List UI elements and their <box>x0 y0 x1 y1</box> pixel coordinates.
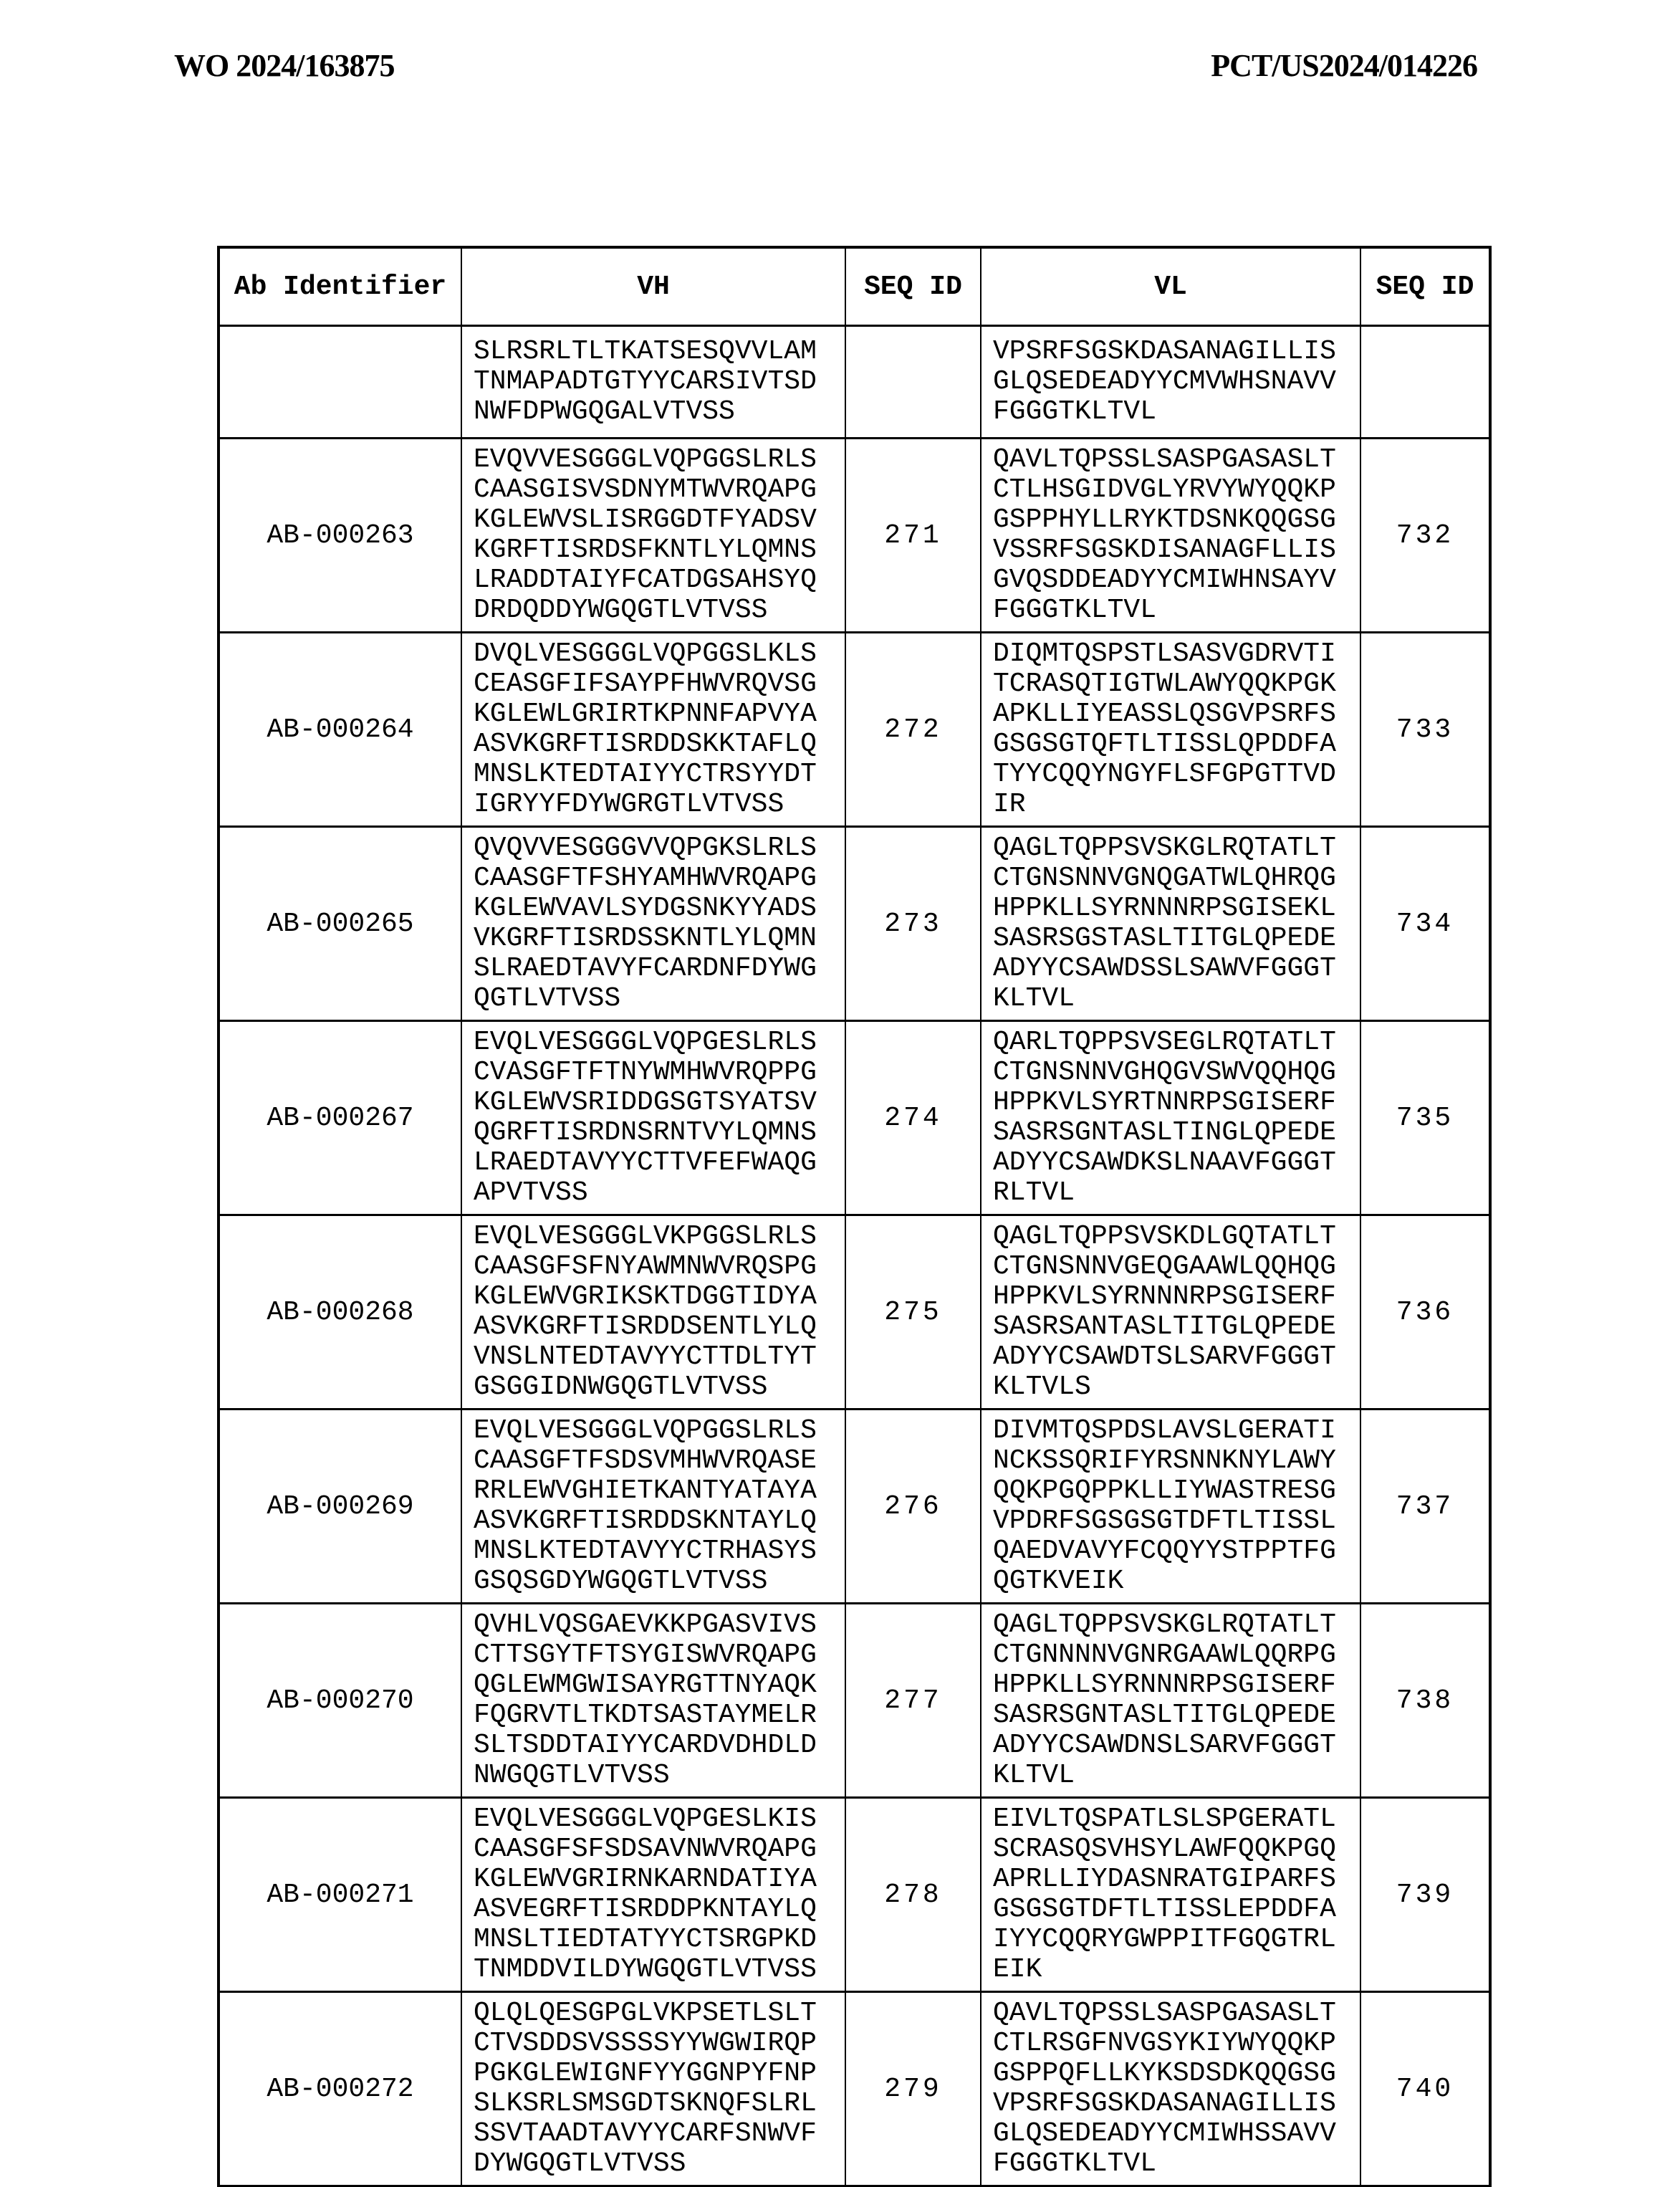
vh-seq-id-cell: 272 <box>845 633 981 827</box>
ab-identifier-cell: AB-000264 <box>219 633 461 827</box>
column-header-ab-identifier: Ab Identifier <box>219 247 461 326</box>
ab-identifier-cell: AB-000265 <box>219 827 461 1021</box>
table-row <box>219 326 1490 439</box>
vl-sequence-cell: QAGLTQPPSVSKDLGQTATLT CTGNSNNVGEQGAAWLQQHQG HPPKVLSYRNNNRPSGISERF SASRSANTASLTITGLQPEDE ADYYCSAWDTSLSARVFGGGT KLTVLS <box>981 1215 1360 1410</box>
vh-sequence-cell: EVQLVESGGGLVQPGESLKIS CAASGFSFSDSAVNWVRQAPG KGLEWVGRIRNKARNDATIYA ASVEGRFTISRDDPKNTAYLQ MNSLTIEDTATYYCTSRGPKD TNMDDVILDYWGQGTLVTVSS <box>461 1798 845 1992</box>
vh-seq-id-cell: 273 <box>845 827 981 1021</box>
vh-seq-id-cell: 274 <box>845 1021 981 1215</box>
ab-identifier-cell: AB-000270 <box>219 1604 461 1798</box>
vh-seq-id-cell: 275 <box>845 1215 981 1410</box>
publication-number: WO 2024/163875 <box>174 48 395 83</box>
vl-sequence-cell: VPSRFSGSKDASANAGILLIS GLQSEDEADYYCMVWHSNAVV FGGGTKLTVL <box>981 326 1360 439</box>
ab-identifier-cell: AB-000272 <box>219 1992 461 2187</box>
vh-sequence-cell: EVQLVESGGGLVQPGESLRLS CVASGFTFTNYWMHWVRQPPG KGLEWVSRIDDGSGTSYATSV QGRFTISRDNSRNTVYLQMNS LRAEDTAVYYCTTVFEFWAQG APVTVSS <box>461 1021 845 1215</box>
vl-seq-id-cell: 733 <box>1360 633 1490 827</box>
column-header-vl: VL <box>981 247 1360 326</box>
table-row <box>219 827 1490 1021</box>
vl-sequence-cell: DIVMTQSPDSLAVSLGERATI NCKSSQRIFYRSNNKNYLAWY QQKPGQPPKLLIYWASTRESG VPDRFSGSGSGTDFTLTISSL QAEDVAVYFCQQYYSTPPTFG QGTKVEIK <box>981 1410 1360 1604</box>
ab-identifier-cell: AB-000271 <box>219 1798 461 1992</box>
vl-sequence-cell: QAVLTQPSSLSASPGASASLT CTLRSGFNVGSYKIYWYQQKP GSPPQFLLKYKSDSDKQQGSG VPSRFSGSKDASANAGILLIS GLQSEDEADYYCMIWHSSAVV FGGGTKLTVL <box>981 1992 1360 2187</box>
vl-seq-id-cell: 735 <box>1360 1021 1490 1215</box>
table-header-row <box>219 247 1490 326</box>
ab-identifier-cell: AB-000269 <box>219 1410 461 1604</box>
vh-sequence-cell: QVQVVESGGGVVQPGKSLRLS CAASGFTFSHYAMHWVRQAPG KGLEWVAVLSYDGSNKYYADS VKGRFTISRDSSKNTLYLQMN SLRAEDTAVYFCARDNFDYWG QGTLVTVSS <box>461 827 845 1021</box>
vl-seq-id-cell: 739 <box>1360 1798 1490 1992</box>
vh-sequence-cell: SLRSRLTLTKATSESQVVLAM TNMAPADTGTYYCARSIVTSD NWFDPWGQGALVTVSS <box>461 326 845 439</box>
vh-seq-id-cell: 271 <box>845 439 981 633</box>
table-row <box>219 1021 1490 1215</box>
vh-seq-id-cell: 278 <box>845 1798 981 1992</box>
table-row <box>219 1215 1490 1410</box>
vl-seq-id-cell <box>1360 326 1490 439</box>
vl-sequence-cell: QARLTQPPSVSEGLRQTATLT CTGNSNNVGHQGVSWVQQHQG HPPKVLSYRTNNRPSGISERF SASRSGNTASLTINGLQPEDE ADYYCSAWDKSLNAAVFGGGT RLTVL <box>981 1021 1360 1215</box>
vl-sequence-cell: QAGLTQPPSVSKGLRQTATLT CTGNSNNVGNQGATWLQHRQG HPPKLLSYRNNNRPSGISEKL SASRSGSTASLTITGLQPEDE ADYYCSAWDSSLSAWVFGGGT KLTVL <box>981 827 1360 1021</box>
vl-sequence-cell: DIQMTQSPSTLSASVGDRVTI TCRASQTIGTWLAWYQQKPGK APKLLIYEASSLQSGVPSRFS GSGSGTQFTLTISSLQPDDFA TYYCQQYNGYFLSFGPGTTVD IR <box>981 633 1360 827</box>
table-row <box>219 1992 1490 2187</box>
vh-sequence-cell: EVQLVESGGGLVQPGGSLRLS CAASGFTFSDSVMHWVRQASE RRLEWVGHIETKANTYATAYA ASVKGRFTISRDDSKNTAYLQ MNSLKTEDTAVYYCTRHASYS GSQSGDYWGQGTLVTVSS <box>461 1410 845 1604</box>
vh-seq-id-cell <box>845 326 981 439</box>
column-header-vh: VH <box>461 247 845 326</box>
vh-sequence-cell: EVQVVESGGGLVQPGGSLRLS CAASGISVSDNYMTWVRQAPG KGLEWVSLISRGGDTFYADSV KGRFTISRDSFKNTLYLQMNS LRADDTAIYFCATDGSAHSYQ DRDQDDYWGQGTLVTVSS <box>461 439 845 633</box>
vl-sequence-cell: QAGLTQPPSVSKGLRQTATLT CTGNNNNVGNRGAAWLQQRPG HPPKLLSYRNNNRPSGISERF SASRSGNTASLTITGLQPEDE ADYYCSAWDNSLSARVFGGGT KLTVL <box>981 1604 1360 1798</box>
vh-sequence-cell: QLQLQESGPGLVKPSETLSLT CTVSDDSVSSSSYYWGWIRQP PGKGLEWIGNFYYGGNPYFNP SLKSRLSMSGDTSKNQFSLRL SSVTAADTAVYYCARFSNWVF DYWGQGTLVTVSS <box>461 1992 845 2187</box>
sequence-table-body <box>219 326 1490 2187</box>
antibody-sequence-table <box>217 246 1492 2187</box>
ab-identifier-cell: AB-000267 <box>219 1021 461 1215</box>
column-header-vh-seq-id: SEQ ID <box>845 247 981 326</box>
vh-sequence-cell: DVQLVESGGGLVQPGGSLKLS CEASGFIFSAYPFHWVRQVSG KGLEWLGRIRTKPNNFAPVYA ASVKGRFTISRDDSKKTAFLQ MNSLKTEDTAIYYCTRSYYDT IGRYYFDYWGRGTLVTVSS <box>461 633 845 827</box>
vl-sequence-cell: EIVLTQSPATLSLSPGERATL SCRASQSVHSYLAWFQQKPGQ APRLLIYDASNRATGIPARFS GSGSGTDFTLTISSLEPDDFA IYYCQQRYGWPPITFGQGTRL EIK <box>981 1798 1360 1992</box>
vl-seq-id-cell: 732 <box>1360 439 1490 633</box>
ab-identifier-cell <box>219 326 461 439</box>
application-number: PCT/US2024/014226 <box>1211 48 1477 83</box>
vl-seq-id-cell: 737 <box>1360 1410 1490 1604</box>
page-header <box>174 47 1477 84</box>
vl-seq-id-cell: 734 <box>1360 827 1490 1021</box>
table-row <box>219 1798 1490 1992</box>
vl-sequence-cell: QAVLTQPSSLSASPGASASLT CTLHSGIDVGLYRVYWYQQKP GSPPHYLLRYKTDSNKQQGSG VSSRFSGSKDISANAGFLLIS GVQSDDEADYYCMIWHNSAYV FGGGTKLTVL <box>981 439 1360 633</box>
table-row <box>219 1604 1490 1798</box>
vl-seq-id-cell: 736 <box>1360 1215 1490 1410</box>
ab-identifier-cell: AB-000263 <box>219 439 461 633</box>
table-row <box>219 633 1490 827</box>
vl-seq-id-cell: 740 <box>1360 1992 1490 2187</box>
vl-seq-id-cell: 738 <box>1360 1604 1490 1798</box>
vh-seq-id-cell: 276 <box>845 1410 981 1604</box>
vh-sequence-cell: EVQLVESGGGLVKPGGSLRLS CAASGFSFNYAWMNWVRQSPG KGLEWVGRIKSKTDGGTIDYA ASVKGRFTISRDDSENTLYLQ VNSLNTEDTAVYYCTTDLTYT GSGGIDNWGQGTLVTVSS <box>461 1215 845 1410</box>
ab-identifier-cell: AB-000268 <box>219 1215 461 1410</box>
vh-seq-id-cell: 277 <box>845 1604 981 1798</box>
table-row <box>219 439 1490 633</box>
vh-seq-id-cell: 279 <box>845 1992 981 2187</box>
column-header-vl-seq-id: SEQ ID <box>1360 247 1490 326</box>
vh-sequence-cell: QVHLVQSGAEVKKPGASVIVS CTTSGYTFTSYGISWVRQAPG QGLEWMGWISAYRGTTNYAQK FQGRVTLTKDTSASTAYMELR SLTSDDTAIYYCARDVDHDLD NWGQGTLVTVSS <box>461 1604 845 1798</box>
table-row <box>219 1410 1490 1604</box>
